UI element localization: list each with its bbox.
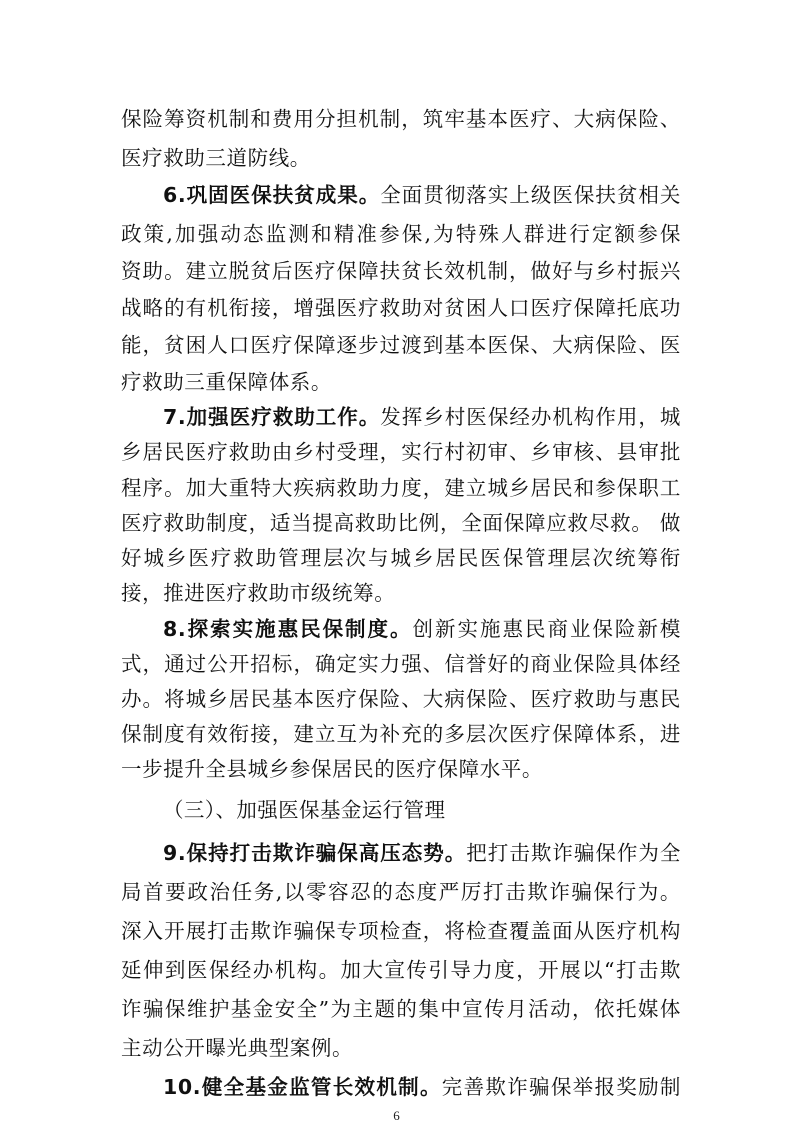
line-text: 延伸到医保经办机构。加大宣传引导力度，开展以“打击欺: [121, 958, 681, 982]
paragraph-line: [121, 293, 681, 323]
line-text: 创新实施惠民商业保险新模: [412, 617, 681, 641]
line-text: 诈骗保维护基金安全”为主题的集中宣传月活动，依托媒体: [121, 997, 681, 1021]
paragraph-line: [121, 143, 681, 173]
section-6-first-line: [163, 180, 681, 210]
line-text: 医疗救助制度，适当提高救助比例，全面保障应救尽救。 做: [121, 511, 681, 535]
paragraph-line: [121, 508, 681, 538]
paragraph-line: [121, 543, 681, 573]
paragraph-line: [121, 754, 681, 784]
paragraph-line: [121, 437, 681, 467]
line-text: 疗救助三重保障体系。: [121, 370, 332, 394]
paragraph-line: [121, 473, 681, 503]
section-7-first-line: [163, 402, 681, 432]
page-number: 6: [393, 1108, 400, 1123]
section-8-heading: 8.探索实施惠民保制度。: [163, 617, 413, 641]
line-text: 保险筹资机制和费用分担机制，筑牢基本医疗、大病保险、: [121, 107, 681, 131]
paragraph-line: [121, 719, 681, 749]
subsection-heading: [163, 795, 681, 825]
line-text: 保制度有效衔接，建立互为补充的多层次医疗保障体系，进: [121, 722, 681, 746]
line-text: 完善欺诈骗保举报奖励制: [441, 1075, 681, 1099]
section-8-first-line: [163, 614, 681, 644]
paragraph-line: [121, 367, 681, 397]
section-7-heading: 7.加强医疗救助工作。: [163, 405, 381, 429]
paragraph-line: [121, 955, 681, 985]
paragraph-line: [121, 104, 681, 134]
line-text: 把打击欺诈骗保作为全: [466, 841, 681, 865]
subsection-heading-text: （三）、加强医保基金运行管理: [163, 798, 446, 822]
paragraph-line: [121, 649, 681, 679]
section-10-first-line: [163, 1072, 681, 1102]
line-text: 资助。建立脱贫后医疗保障扶贫长效机制，做好与乡村振兴: [121, 259, 681, 283]
section-9-heading: 9.保持打击欺诈骗保高压态势。: [163, 841, 467, 865]
paragraph-line: [121, 877, 681, 907]
paragraph-line: [121, 219, 681, 249]
line-text: 政策,加强动态监测和精准参保,为特殊人群进行定额参保: [121, 222, 681, 246]
paragraph-line: [121, 330, 681, 360]
line-text: 全面贯彻落实上级医保扶贫相关: [380, 183, 681, 207]
paragraph-line: [121, 1033, 681, 1063]
paragraph-line: [121, 916, 681, 946]
paragraph-line: [121, 684, 681, 714]
line-text: 发挥乡村医保经办机构作用，城: [380, 405, 681, 429]
section-10-heading: 10.健全基金监管长效机制。: [163, 1075, 442, 1099]
line-text: 办。将城乡居民基本医疗保险、大病保险、医疗救助与惠民: [121, 687, 681, 711]
line-text: 主动公开曝光典型案例。: [121, 1036, 354, 1060]
line-text: 接，推进医疗救助市级统筹。: [121, 581, 396, 605]
paragraph-line: [121, 256, 681, 286]
line-text: 一步提升全县城乡参保居民的医疗保障水平。: [121, 757, 543, 781]
line-text: 医疗救助三道防线。: [121, 146, 311, 170]
section-6-heading: 6.巩固医保扶贫成果。: [163, 183, 381, 207]
line-text: 式，通过公开招标，确定实力强、信誉好的商业保险具体经: [121, 652, 681, 676]
line-text: 深入开展打击欺诈骗保专项检查，将检查覆盖面从医疗机构: [121, 919, 681, 943]
section-9-first-line: [163, 838, 681, 868]
line-text: 程序。加大重特大疾病救助力度，建立城乡居民和参保职工: [121, 476, 681, 500]
line-text: 能，贫困人口医疗保障逐步过渡到基本医保、大病保险、医: [121, 333, 681, 357]
line-text: 乡居民医疗救助由乡村受理，实行村初审、乡审核、县审批: [121, 440, 681, 464]
line-text: 战略的有机衔接，增强医疗救助对贫困人口医疗保障托底功: [121, 296, 681, 320]
paragraph-line: [121, 578, 681, 608]
line-text: 局首要政治任务,以零容忍的态度严厉打击欺诈骗保行为。: [121, 880, 681, 904]
paragraph-line: [121, 994, 681, 1024]
line-text: 好城乡医疗救助管理层次与城乡居民医保管理层次统筹衔: [121, 546, 681, 570]
